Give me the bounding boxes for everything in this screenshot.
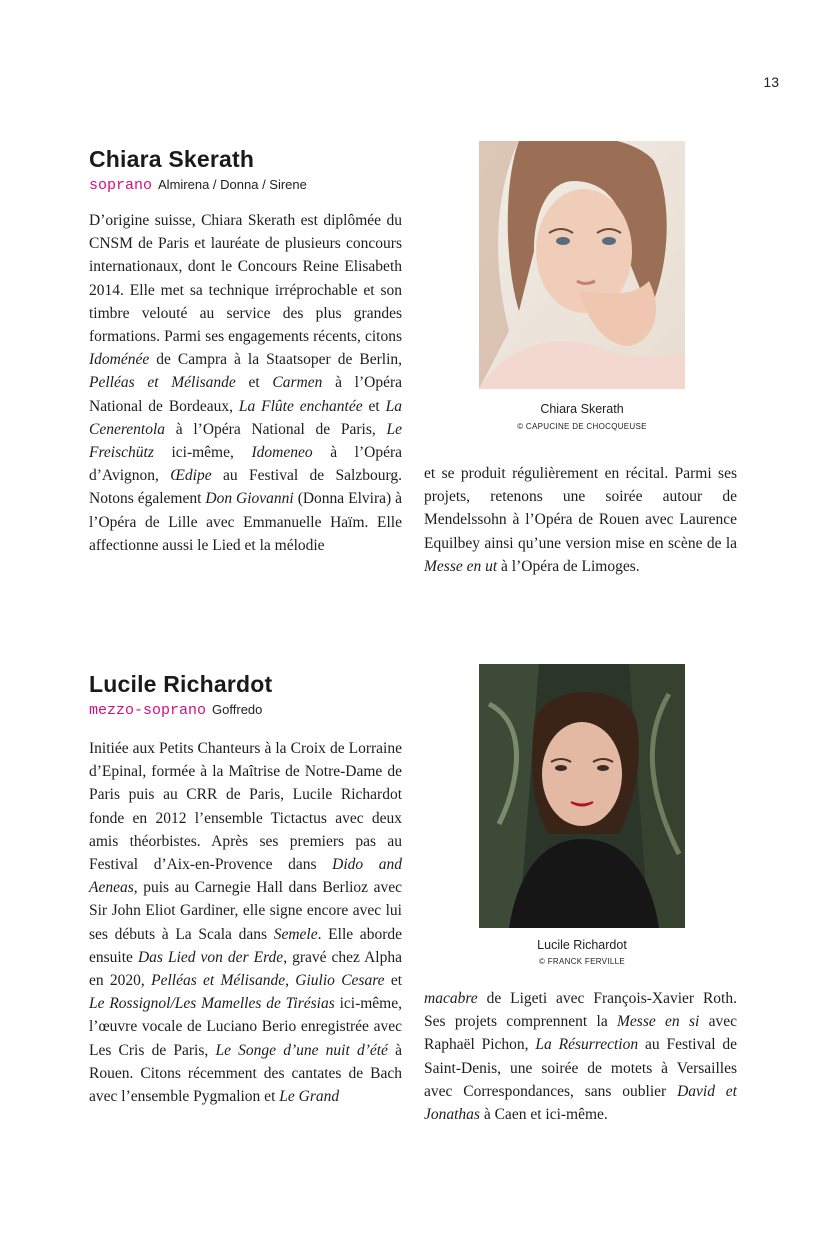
bio-left-column	[89, 737, 402, 1108]
bio-text: macabre de Ligeti avec François-Xavier Roth. Ses projets comprennent la Messe en si avec Raphaël Pichon, La Résurrection au Festival de Saint-Denis, une soirée de motets à Versailles avec Correspondances, sans oublier David et Jonathas à Caen et ici-même.	[424, 990, 737, 1124]
portrait-image	[479, 664, 685, 928]
bio-text: et se produit régulièrement en récital. Parmi ses projets, retenons une soirée autour de Mendelssohn à l’Opéra de Rouen avec Laurence Equilbey ainsi qu’une version mise en scène de la Messe en ut à l’Opéra de Limoges.	[424, 465, 737, 575]
roles: Almirena / Donna / Sirene	[158, 177, 307, 192]
voice-type: soprano	[89, 177, 153, 194]
photo-caption-name: Lucile Richardot	[537, 938, 627, 952]
artist-role-line	[89, 177, 307, 194]
bio-text: D’origine suisse, Chiara Skerath est diplômée du CNSM de Paris et lauréate de plusieurs concours internationaux, dont le Concours Reine Elisabeth 2014. Elle met sa technique irréprochable et son timbre velouté au service des plus grandes formations. Parmi ses engagements récents, citons Idoménée de Campra à la Staatsoper de Berlin, Pelléas et Mélisande et Carmen à l’Opéra National de Bordeaux, La Flûte enchantée et La Cenerentola à l’Opéra National de Paris, Le Freischütz ici-même, Idomeneo à l’Opéra d’Avignon, Œdipe au Festival de Salzbourg. Notons également Don Giovanni (Donna Elvira) à l’Opéra de Lille avec Emmanuelle Haïm. Elle affectionne aussi le Lied et la mélodie	[89, 212, 402, 554]
bio-text: Initiée aux Petits Chanteurs à la Croix de Lorraine d’Epinal, formée à la Maîtrise de Notre-Dame de Paris puis au CRR de Paris, Lucile Richardot fonde en 2012 l’ensemble Tictactus avec deux amis théorbistes. Après ses premiers pas au Festival d’Aix-en-Provence dans Dido and Aeneas, puis au Carnegie Hall dans Berlioz avec Sir John Eliot Gardiner, elle signe encore avec lui ses débuts à La Scala dans Semele. Elle aborde ensuite Das Lied von der Erde, gravé chez Alpha en 2020, Pelléas et Mélisande, Giulio Cesare et Le Rossignol/Les Mamelles de Tirésias ici-même, l’œuvre vocale de Luciano Berio enregistrée avec Les Cris de Paris, Le Songe d’une nuit d’été à Rouen. Citons récemment des cantates de Bach avec l’ensemble Pygmalion et Le Grand	[89, 740, 403, 1106]
page-number: 13	[763, 74, 779, 90]
portrait-photo	[479, 664, 685, 928]
roles: Goffredo	[212, 702, 263, 717]
photo-credit: © FRANCK FERVILLE	[539, 957, 625, 966]
portrait-photo	[479, 141, 685, 389]
portrait-image	[479, 141, 685, 389]
voice-type: mezzo-soprano	[89, 702, 207, 719]
bio-right-column	[424, 987, 737, 1126]
bio-right-column	[424, 462, 737, 578]
artist-role-line	[89, 702, 262, 719]
artist-name: Lucile Richardot	[89, 671, 273, 697]
photo-caption-name: Chiara Skerath	[540, 402, 624, 416]
artist-name: Chiara Skerath	[89, 146, 255, 172]
bio-left-column	[89, 209, 402, 557]
photo-credit: © CAPUCINE DE CHOCQUEUSE	[517, 422, 647, 431]
